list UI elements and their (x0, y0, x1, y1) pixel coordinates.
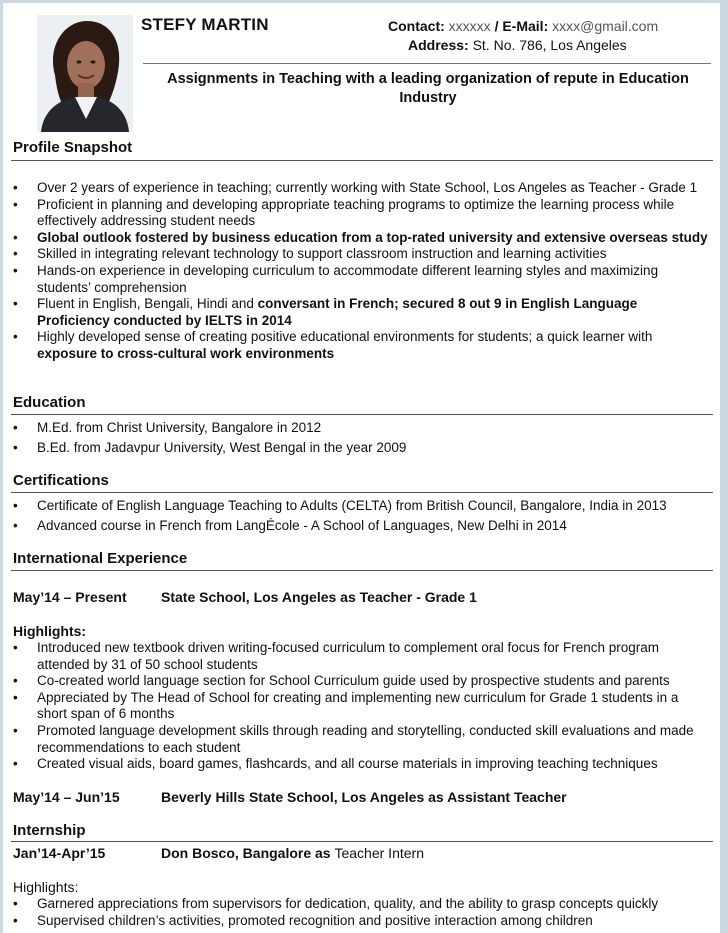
resume-page (3, 3, 720, 933)
address-line (408, 36, 627, 54)
internship-highlights-label: Highlights: (13, 879, 79, 895)
header-divider (143, 63, 711, 64)
list-item: • Over 2 years of experience in teaching; currently working with State School, Los Angeles as Teacher - Grade 1 (11, 180, 711, 197)
list-item: • Certificate of English Language Teaching to Adults (CELTA) from British Council, Bangalore, India in 2013 (11, 496, 711, 516)
job-date: May’14 – Jun’15 (13, 789, 120, 805)
section-title-internship: Internship (13, 822, 86, 839)
list-item: • Garnered appreciations from supervisors for dedication, quality, and the ability to grasp concepts quickly (11, 896, 711, 913)
section-rule-profile (11, 160, 713, 161)
section-rule-education (11, 414, 713, 415)
career-objective: Assignments in Teaching with a leading organization of repute in Education Industry (167, 71, 689, 106)
list-item: • Global outlook fostered by business education from a top-rated university and extensive overseas study (11, 230, 711, 247)
profile-photo (37, 15, 133, 132)
education-list (11, 418, 711, 457)
list-item: • Advanced course in French from LangÉcole - A School of Languages, New Delhi in 2014 (11, 516, 711, 536)
list-item: • Fluent in English, Bengali, Hindi and conversant in French; secured 8 out 9 in English Language Proficiency conducted by IELTS in 2014 (11, 296, 711, 329)
internship-role: Teacher Intern (334, 845, 424, 861)
contact-value: xxxxxx (448, 18, 491, 34)
section-rule-certifications (11, 492, 713, 493)
job-date: May’14 – Present (13, 589, 127, 605)
list-item: • Proficient in planning and developing appropriate teaching programs to optimize the learning process while effectively addressing student needs (11, 197, 711, 230)
address-label: Address: (408, 37, 469, 53)
section-title-experience: International Experience (13, 550, 188, 567)
job-role: State School, Los Angeles as Teacher - Grade 1 (161, 589, 477, 605)
person-portrait-icon (37, 15, 133, 132)
list-item: • Introduced new textbook driven writing-focused curriculum to complement oral focus for French program attended by 31 of 50 school students (11, 640, 711, 673)
candidate-name: STEFY MARTIN (141, 15, 269, 34)
list-item: • Hands-on experience in developing curriculum to accommodate different learning styles and maximizing students’ comprehension (11, 263, 711, 296)
job-entry-1 (13, 589, 477, 605)
section-title-certifications: Certifications (13, 472, 109, 489)
section-title-profile: Profile Snapshot (13, 139, 133, 156)
job-role: Beverly Hills State School, Los Angeles as Assistant Teacher (161, 789, 567, 805)
internship-entry (13, 845, 424, 861)
highlights-label: Highlights: (13, 623, 87, 639)
email-label: / E-Mail: (494, 18, 549, 34)
list-item: • Appreciated by The Head of School for creating and implementing new curriculum for Grade 1 students in a short span of 6 months (11, 690, 711, 723)
list-item: • Skilled in integrating relevant technology to support classroom instruction and learning activities (11, 246, 711, 263)
job-entry-2 (13, 789, 567, 805)
list-item: • Supervised children’s activities, promoted recognition and positive interaction among children (11, 913, 711, 930)
section-title-education: Education (13, 394, 86, 411)
list-item: • Promoted language development skills through reading and storytelling, conducted skill evaluations and made recommendations to each student (11, 723, 711, 756)
list-item: • Highly developed sense of creating positive educational environments for students; a quick learner with exposure to cross-cultural work environments (11, 329, 711, 362)
list-item: • B.Ed. from Jadavpur University, West Bengal in the year 2009 (11, 438, 711, 458)
internship-highlights-list (11, 896, 711, 929)
profile-list (11, 180, 711, 363)
list-item: • M.Ed. from Christ University, Bangalore in 2012 (11, 418, 711, 438)
address-value: St. No. 786, Los Angeles (472, 37, 627, 53)
section-rule-experience (11, 570, 713, 571)
list-item: • Co-created world language section for School Curriculum guide used by prospective students and parents (11, 673, 711, 690)
list-item: • Created visual aids, board games, flashcards, and all course materials in improving teaching techniques (11, 756, 711, 773)
internship-date: Jan’14-Apr’15 (13, 845, 106, 861)
highlights-list (11, 640, 711, 773)
section-rule-internship (11, 841, 713, 842)
certifications-list (11, 496, 711, 535)
internship-org: Don Bosco, Bangalore as (161, 845, 331, 861)
contact-label: Contact: (388, 18, 445, 34)
email-value: xxxx@gmail.com (552, 18, 659, 34)
contact-line (388, 17, 658, 35)
